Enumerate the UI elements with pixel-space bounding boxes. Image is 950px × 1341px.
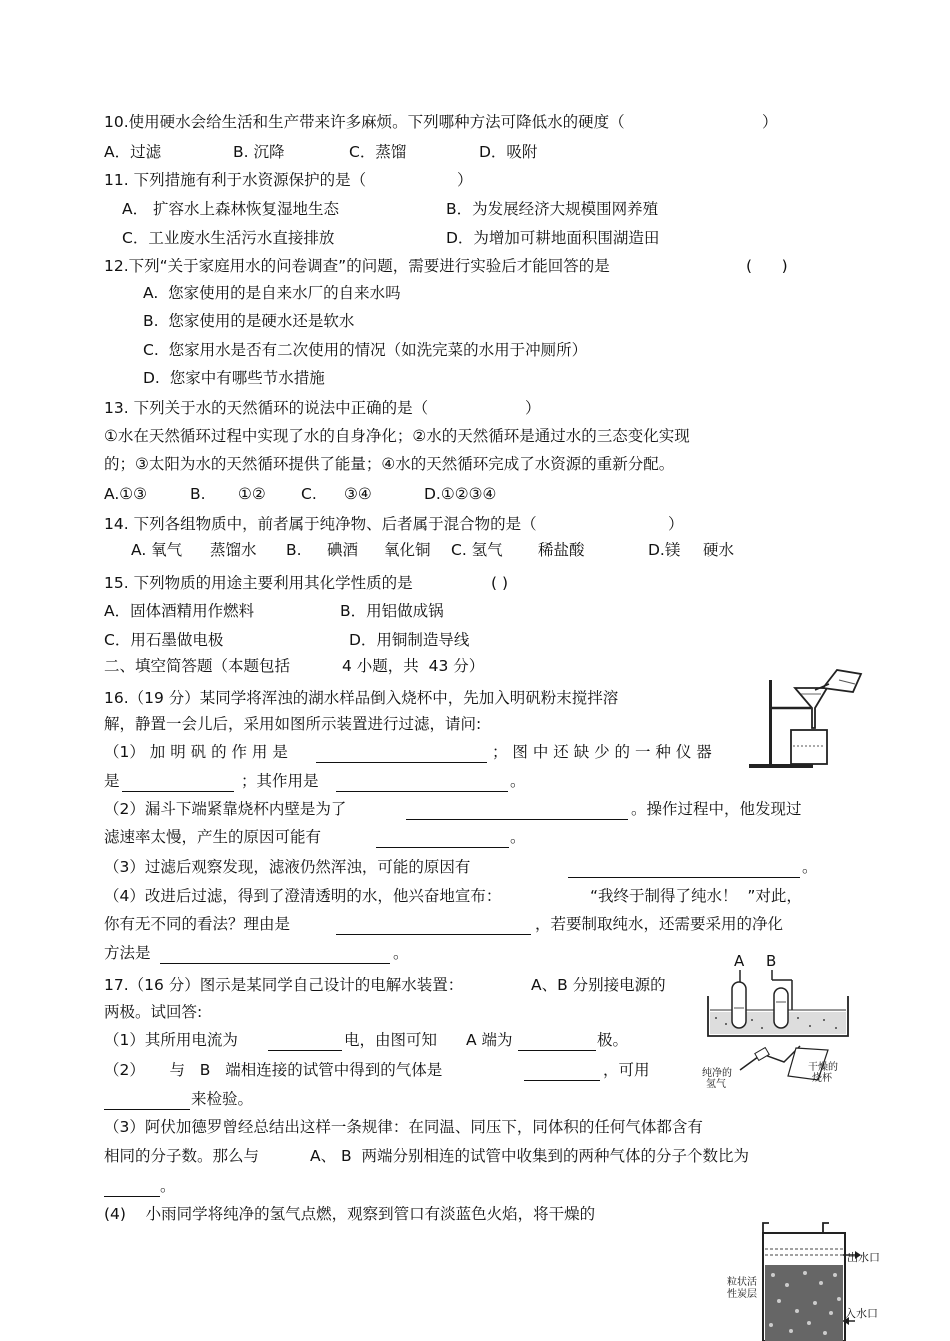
q11-option-b: B．为发展经济大规模围网养殖 <box>446 200 659 218</box>
q12-option-a: A. 您家使用的是自来水厂的自来水吗 <box>143 284 401 302</box>
q14-option-d: D.镁 <box>648 541 681 559</box>
q16-blank-funnel-reason[interactable] <box>406 805 628 820</box>
q14-option-c-item2: 稀盐酸 <box>538 541 585 559</box>
q17-part3-line1: （3）阿伏加德罗曾经总结出这样一条规律：在同温、同压下，同体积的任何气体都含有 <box>104 1118 703 1136</box>
q17-blank-electrode-a[interactable] <box>518 1036 596 1051</box>
q15-option-b: B．用铝做成锅 <box>340 602 444 620</box>
q16-part1-text4: ；其作用是 <box>241 772 319 790</box>
q16-part2-text2: 。操作过程中，他发现过 <box>631 800 802 818</box>
q14-stem: 14. 下列各组物质中，前者属于纯净物、后者属于混合物的是（ <box>104 515 537 533</box>
q11-option-d: D．为增加可耕地面积围湖造田 <box>446 229 660 247</box>
q11-close: ） <box>457 171 473 189</box>
q17-blank-gas-b[interactable] <box>524 1066 600 1081</box>
q16-part3-end: 。 <box>802 858 818 876</box>
q10-option-c: C．蒸馏 <box>349 143 407 161</box>
q16-stem-line2: 解，静置一会儿后，采用如图所示装置进行过滤，请问: <box>104 715 482 733</box>
q14-option-b-item1: 碘酒 <box>327 541 359 559</box>
dry-beaker-label: 干燥的烧杯 <box>808 1062 838 1084</box>
q13-statement-line2: 的；③太阳为水的天然循环提供了能量；④水的天然循环完成了水资源的重新分配。 <box>104 455 675 473</box>
q16-blank-instrument-function[interactable] <box>336 777 508 792</box>
electrolysis-apparatus-figure <box>700 952 850 1100</box>
q13-option-c: C. <box>301 485 317 503</box>
q16-stem-line1: 16.（19 分）某同学将浑浊的湖水样品倒入烧杯中，先加入明矾粉末搅拌溶 <box>104 689 619 707</box>
q16-blank-alum-role[interactable] <box>316 748 487 763</box>
q15-stem: 15. 下列物质的用途主要利用其化学性质的是 <box>104 574 413 592</box>
q17-stem-line1: 17.（16 分）图示是某同学自己设计的电解水装置： <box>104 976 464 994</box>
q17-stem-line1b: A、B 分别接电源的 <box>531 976 666 994</box>
q16-blank-reason[interactable] <box>336 920 531 935</box>
q16-part4-end: 。 <box>393 944 409 962</box>
q10-option-b: B. 沉降 <box>233 143 285 161</box>
q17-part3-line2: 相同的分子数。那么与 <box>104 1147 260 1165</box>
q14-option-b-item2: 氧化铜 <box>384 541 431 559</box>
q15-option-d: D．用铜制造导线 <box>349 631 470 649</box>
q11-option-a: A． 扩容水上森林恢复湿地生态 <box>122 200 340 218</box>
q16-part4-text3: ，若要制取纯水，还需要采用的净化 <box>535 915 784 933</box>
q10-close: ） <box>762 113 778 131</box>
q13-statement-line1: ①水在天然循环过程中实现了水的自身净化；②水的天然循环是通过水的三态变化实现 <box>104 427 690 445</box>
q17-stem-line2: 两极。试回答: <box>104 1003 203 1021</box>
q16-part4-text4: 方法是 <box>104 944 151 962</box>
q17-part1-text3: A 端为 <box>466 1031 513 1049</box>
carbon-layer-label: 粒状活性炭层 <box>727 1277 757 1300</box>
q17-part3-end: 。 <box>160 1177 176 1195</box>
q14-option-a-item2: 蒸馏水 <box>210 541 257 559</box>
filtration-apparatus-figure <box>745 662 870 772</box>
q12-option-d: D. 您家中有哪些节水措施 <box>143 369 325 387</box>
q17-part1-end: 极。 <box>597 1031 629 1049</box>
q17-part2-text2: ，可用 <box>603 1061 650 1079</box>
q13-option-c-value: ③④ <box>344 485 372 503</box>
q17-blank-current-type[interactable] <box>268 1036 342 1051</box>
q10-option-d: D．吸附 <box>479 143 538 161</box>
terminal-a-label: A <box>734 952 745 970</box>
q10-option-a: A．过滤 <box>104 143 162 161</box>
q16-part4-text2: 你有无不同的看法？理由是 <box>104 915 291 933</box>
q13-option-d: D.①②③④ <box>424 485 497 503</box>
q17-part2-text: （2） 与 B 端相连接的试管中得到的气体是 <box>104 1061 443 1079</box>
q16-part2-end: 。 <box>510 828 526 846</box>
pure-hydrogen-label: 纯净的氢气 <box>702 1068 732 1090</box>
q16-part1-text3: 是 <box>104 772 120 790</box>
terminal-b-label: B <box>766 952 777 970</box>
q14-close: ） <box>668 515 684 533</box>
q11-stem: 11. 下列措施有利于水资源保护的是（ <box>104 171 367 189</box>
q17-part1-text2: 电，由图可知 <box>344 1031 438 1049</box>
q15-option-a: A．固体酒精用作燃料 <box>104 602 255 620</box>
q12-option-c: C. 您家用水是否有二次使用的情况（如洗完菜的水用于冲厕所） <box>143 341 588 359</box>
q12-stem: 12.下列“关于家庭用水的问卷调查”的问题，需要进行实验后才能回答的是 <box>104 257 610 275</box>
q14-option-d-item2: 硬水 <box>703 541 735 559</box>
q16-blank-turbid-cause[interactable] <box>568 863 800 878</box>
section2-count: 4 小题，共 43 分） <box>342 657 485 675</box>
q13-close: ） <box>525 399 541 417</box>
q14-option-a: A. 氧气 <box>131 541 183 559</box>
q14-option-c: C. 氢气 <box>451 541 503 559</box>
water-outlet-label: 出水口 <box>847 1251 880 1264</box>
q15-bracket: ( ) <box>491 574 509 592</box>
q16-part1-text2: ； 图 中 还 缺 少 的 一 种 仪 器 <box>492 743 712 761</box>
q17-part3-line2b: A、 B 两端分别相连的试管中收集到的两种气体的分子个数比为 <box>310 1147 750 1165</box>
q12-bracket: ( ) <box>746 257 788 275</box>
q16-part3-text: （3）过滤后观察发现，滤液仍然浑浊，可能的原因有 <box>104 858 471 876</box>
q16-part1-end: 。 <box>510 772 526 790</box>
q12-option-b: B. 您家使用的是硬水还是软水 <box>143 312 355 330</box>
q16-blank-missing-instrument[interactable] <box>122 777 234 792</box>
q15-option-c: C．用石墨做电极 <box>104 631 224 649</box>
q10-stem: 10.使用硬水会给生活和生产带来许多麻烦。下列哪种方法可降低水的硬度（ <box>104 113 625 131</box>
q16-part1-text: （1） 加 明 矾 的 作 用 是 <box>104 743 288 761</box>
q17-blank-ratio[interactable] <box>104 1182 160 1197</box>
q16-blank-purify-method[interactable] <box>160 949 390 964</box>
section2-title: 二、填空简答题（本题包括 <box>104 657 291 675</box>
q17-blank-test-method[interactable] <box>104 1095 190 1110</box>
activated-carbon-filter-figure <box>725 1215 885 1341</box>
q11-option-c: C．工业废水生活污水直接排放 <box>122 229 335 247</box>
q13-option-b: B. <box>190 485 206 503</box>
q16-part4-quote: “我终于制得了纯水！ ”对此， <box>590 887 802 905</box>
q14-option-b: B. <box>286 541 302 559</box>
q13-option-b-value: ①② <box>238 485 266 503</box>
q16-blank-slow-cause[interactable] <box>376 833 509 848</box>
q13-stem: 13. 下列关于水的天然循环的说法中正确的是（ <box>104 399 429 417</box>
q16-part2-text: （2）漏斗下端紧靠烧杯内壁是为了 <box>104 800 347 818</box>
water-inlet-label: 入水口 <box>845 1307 878 1320</box>
q16-part4-text: （4）改进后过滤，得到了澄清透明的水，他兴奋地宣布： <box>104 887 502 905</box>
q16-part2-text3: 滤速率太慢，产生的原因可能有 <box>104 828 322 846</box>
q17-part1-text: （1）其所用电流为 <box>104 1031 238 1049</box>
q17-part2-end: 来检验。 <box>191 1090 254 1108</box>
q17-part4-text: (4) 小雨同学将纯净的氢气点燃，观察到管口有淡蓝色火焰，将干燥的 <box>104 1205 596 1223</box>
q13-option-a: A.①③ <box>104 485 148 503</box>
